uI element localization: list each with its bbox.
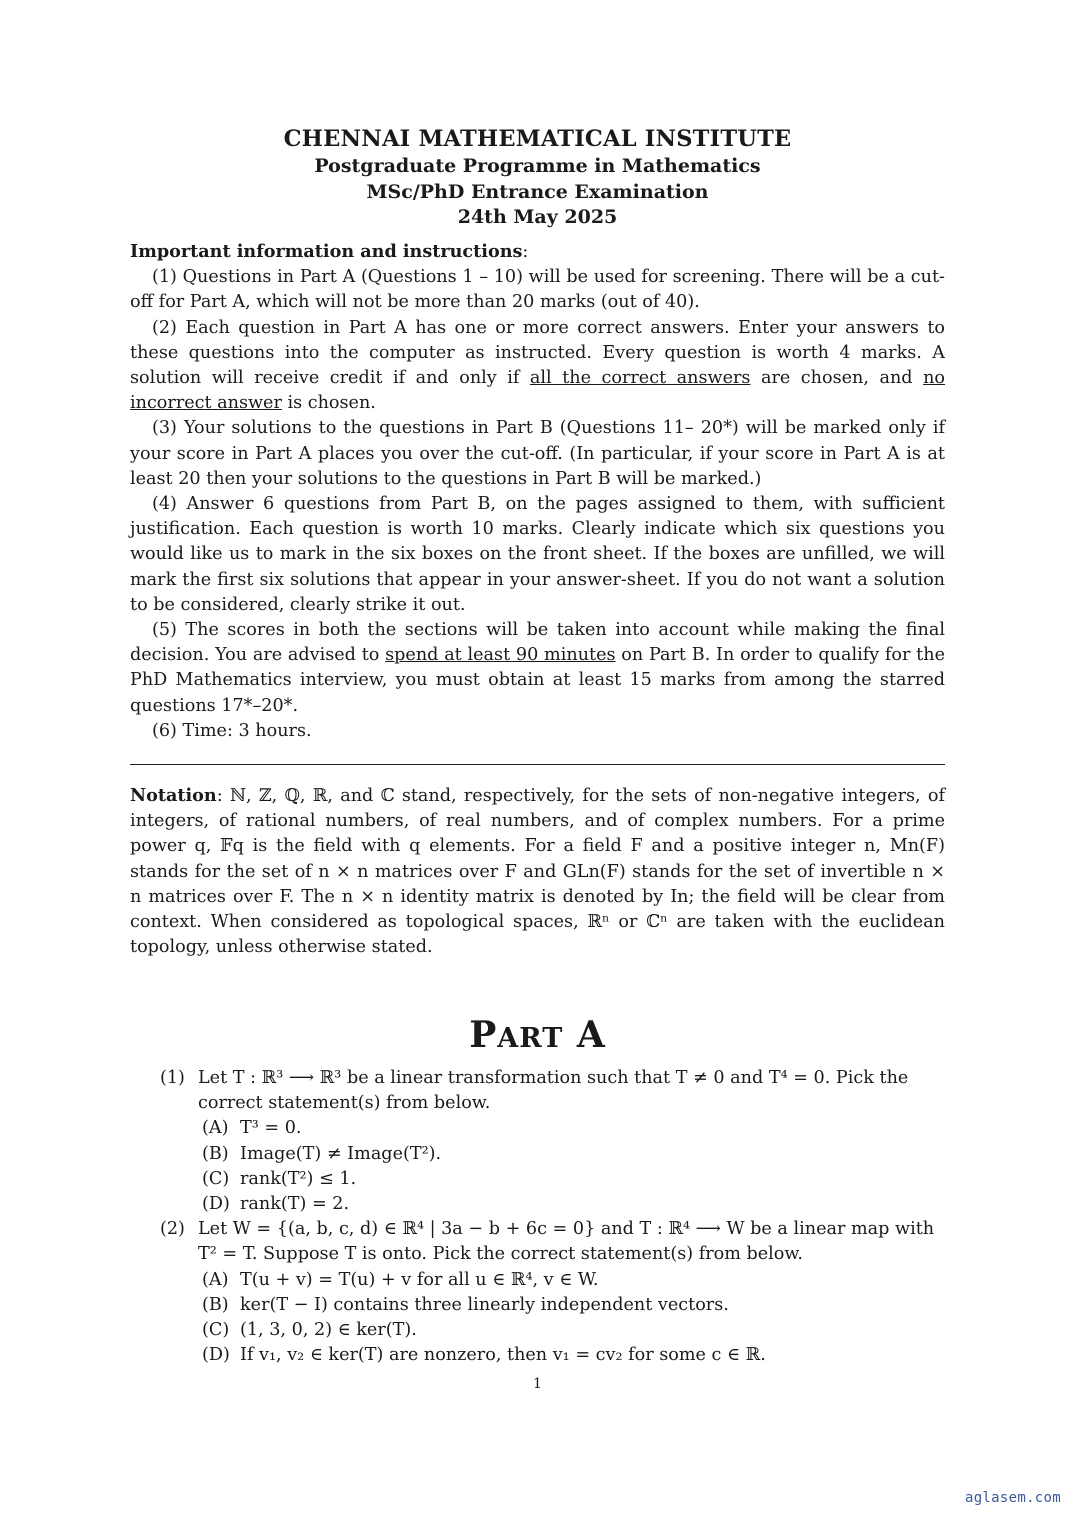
instruction-2-underline-2: no incorrect answer	[130, 368, 946, 414]
page-number: 1	[533, 1376, 542, 1392]
option-label: (A)	[202, 1118, 229, 1139]
institute-name: CHENNAI MATHEMATICAL INSTITUTE	[283, 126, 792, 152]
part-title-first-letter: P	[469, 1014, 498, 1056]
part-title-letter: A	[576, 1014, 606, 1056]
option-text: T(u + v) = T(u) + v for all u ∈ ℝ⁴, v ∈ W.	[240, 1269, 599, 1290]
question-stem: Let W = {(a, b, c, d) ∈ ℝ⁴ | 3a − b + 6c = 0} and T : ℝ⁴ ⟶ W be a linear map with T² = T. Suppose T is onto. Pick the correct statement(s) from below.	[198, 1219, 935, 1265]
instruction-3: (3) Your solutions to the questions in Part B (Questions 11– 20*) will be marked only if your score in Part A places you over the cut-off. (In particular, if your score in Part A is at least 20 then your solutions to the questions in Part B will be marked.)	[130, 418, 945, 489]
option-label: (C)	[202, 1168, 230, 1189]
instruction-2-part-a: (2) Each question in Part A has one or more correct answers. Enter your answers to these questions into the computer as instructed. Every question is worth 4 marks. A solution will receive credit if and only if	[130, 317, 945, 389]
option-c	[198, 1318, 945, 1343]
question-1	[160, 1066, 945, 1217]
instruction-5-part-a: (5) The scores in both the sections will be taken into account while making the final decision. You are advised to	[130, 620, 945, 666]
option-text: Image(T) ≠ Image(T²).	[240, 1143, 442, 1164]
questions-list	[160, 1066, 945, 1368]
option-b	[198, 1142, 945, 1167]
watermark-link[interactable]: aglasem.com	[964, 1490, 1061, 1506]
instruction-5-underline: spend at least 90 minutes	[385, 645, 616, 666]
option-text: rank(T) = 2.	[240, 1194, 350, 1215]
instruction-5	[130, 618, 945, 719]
option-a	[198, 1116, 945, 1141]
option-text: If v₁, v₂ ∈ ker(T) are nonzero, then v₁ = cv₂ for some c ∈ ℝ.	[240, 1345, 766, 1366]
notation-text: : ℕ, ℤ, ℚ, ℝ, and ℂ stand, respectively, for the sets of non-negative integers, of integers, of rational numbers, of real numbers, and of complex numbers. For a prime power q, 𝔽q is the field with q elements. For a field F and a positive integer n, Mn(F) stands for the set of n × n matrices over F and GLn(F) stands for the set of invertible n × n matrices over F. The n × n identity matrix is denoted by In; the field will be clear from context. When considered as topological spaces, ℝⁿ or ℂⁿ are taken with the euclidean topology, unless otherwise stated.	[130, 786, 945, 958]
option-d	[198, 1343, 945, 1368]
instructions-title-colon: :	[522, 242, 529, 262]
option-b	[198, 1293, 945, 1318]
question-number: (2)	[160, 1219, 185, 1240]
option-c	[198, 1167, 945, 1192]
instruction-4: (4) Answer 6 questions from Part B, on the pages assigned to them, with sufficient justification. Each question is worth 10 marks. Clearly indicate which six questions you would like us to mark in the six boxes on the front sheet. If the boxes are unfilled, we will mark the first six solutions that appear in your answer-sheet. If you do not want a solution to be considered, clearly strike it out.	[130, 494, 945, 615]
instruction-2-underline-1: all the correct answers	[529, 368, 751, 389]
option-label: (A)	[202, 1269, 229, 1290]
option-text: rank(T²) ≤ 1.	[240, 1168, 357, 1189]
question-2	[160, 1217, 945, 1368]
option-d	[198, 1192, 945, 1217]
instruction-1: (1) Questions in Part A (Questions 1 – 10) will be used for screening. There will be a cut-off for Part A, which will not be more than 20 marks (out of 40).	[130, 267, 945, 313]
instruction-2-part-b: are chosen, and	[750, 368, 924, 389]
programme-name: Postgraduate Programme in Mathematics	[314, 155, 761, 177]
instruction-2	[130, 316, 945, 417]
part-a-title	[0, 1012, 1075, 1062]
instructions-heading	[130, 239, 945, 265]
exam-date: 24th May 2025	[457, 206, 618, 228]
option-label: (B)	[202, 1294, 229, 1315]
instruction-2-part-c: is chosen.	[281, 393, 376, 414]
question-number: (1)	[160, 1068, 185, 1088]
option-text: ker(T − I) contains three linearly independent vectors.	[240, 1294, 729, 1315]
option-label: (B)	[202, 1143, 229, 1164]
instructions-section	[130, 239, 945, 744]
document-header	[0, 124, 1075, 231]
option-text: (1, 3, 0, 2) ∈ ker(T).	[240, 1320, 417, 1341]
option-label: (D)	[202, 1194, 230, 1215]
instruction-5-part-b: on Part B. In order to qualify for the PhD Mathematics interview, you must obtain at least 15 marks from among the starred questions 17*–20*.	[130, 645, 945, 716]
notation-section	[130, 783, 945, 960]
part-title-rest: ART	[497, 1023, 564, 1054]
option-label: (C)	[202, 1320, 230, 1341]
option-text: T³ = 0.	[240, 1118, 302, 1139]
section-divider	[130, 764, 945, 765]
question-stem: Let T : ℝ³ ⟶ ℝ³ be a linear transformation such that T ≠ 0 and T⁴ = 0. Pick the correct statement(s) from below.	[198, 1068, 909, 1114]
notation-label: Notation	[130, 785, 217, 806]
instructions-title: Important information and instructions	[130, 241, 523, 262]
exam-name: MSc/PhD Entrance Examination	[366, 180, 709, 203]
instruction-6: (6) Time: 3 hours.	[152, 720, 312, 741]
option-label: (D)	[202, 1345, 230, 1366]
option-a	[198, 1268, 945, 1293]
